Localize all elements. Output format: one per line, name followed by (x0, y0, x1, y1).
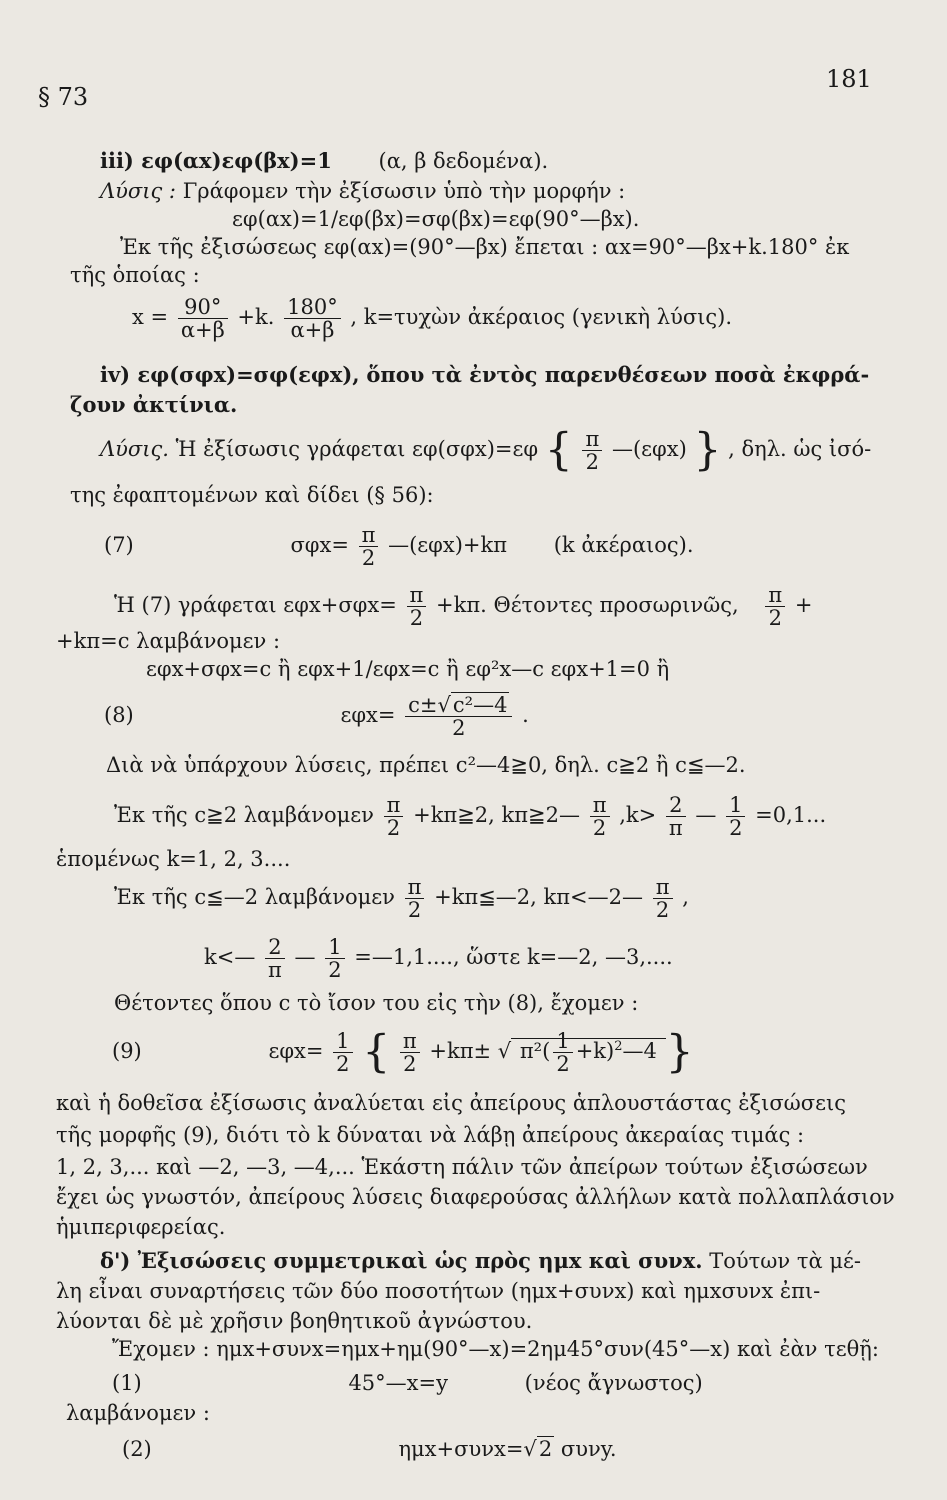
condition-line: Διὰ νὰ ὑπάρχουν λύσεις, πρέπει c²—4≧0, δηλ. c≧2 ἢ c≦—2. (106, 753, 746, 777)
case-iii-line3: τῆς ὁποίας : (70, 263, 200, 287)
delta-line-3: λύονται δὲ μὲ χρῆσιν βοηθητικοῦ ἀγνώστου. (56, 1309, 533, 1333)
case-iii-eq1: εφ(αx)=1/εφ(βx)=σφ(βx)=εφ(90°—βx). (232, 207, 640, 231)
para-line-5: ἡμιπεριφερείας. (56, 1215, 226, 1239)
solution-tail: , δηλ. ὡς ἰσό- (728, 437, 872, 461)
para-line-2: τῆς μορφῆς (9), διότι τὸ k δύναται νὰ λάβῃ ἀπείρους ἀκεραίας τιμάς : (56, 1123, 805, 1147)
fraction-1-2: $\frac{1}{2}$ (325, 936, 344, 981)
delta-eq2: (2) ημx+συνx=√2 συνy. (122, 1437, 617, 1461)
equation-9: (9) εφx= $\frac{1}{2}$ { $\frac{\pi}{2}$ +kπ± √ π²( $\frac{1}{2}$ +k)$^2$—4 } (112, 1026, 694, 1078)
delta-line-4: Ἔχομεν : ημx+συνx=ημx+ημ(90°—x)=2ημ45°συν(45°—x) καὶ ἐὰν τεθῇ: (112, 1337, 879, 1361)
case-iii-line2: Ἐκ τῆς ἐξισώσεως εφ(αx)=(90°—βx) ἔπεται : αx=90°—βx+k.180° ἐκ (120, 235, 850, 259)
k-lt-b: — (294, 945, 316, 969)
solution-text: Ἡ ἐξίσωσις γράφεται εφ(σφx)=εφ (175, 437, 539, 461)
eq9-label: (9) (112, 1039, 142, 1063)
case-iii-equation: iii) εφ(αx)εφ(βx)=1 (100, 148, 332, 173)
general-solution-note: , k=τυχὼν ἀκέραιος (γενικὴ λύσις). (350, 305, 733, 329)
from2-b: +kπ≦—2, kπ<—2— (434, 885, 644, 909)
eq8-label: (8) (104, 703, 134, 727)
k-lt-a: k<— (204, 945, 256, 969)
rewrite-b: +kπ. Θέτοντες προσωρινῶς, (436, 593, 739, 617)
from2-a: Ἐκ τῆς c≦—2 λαμβάνομεν (114, 885, 395, 909)
let-c-line: +kπ=c λαμβάνομεν : (56, 629, 281, 653)
from2-c: , (682, 885, 689, 909)
eq7-lhs: σφx= (290, 533, 349, 557)
eq8-fraction: $\frac{\text{c±√c²—4}}{2}$ (405, 694, 512, 739)
eq8-lhs: εφx= (340, 703, 396, 727)
delta-eq1-label: (1) (112, 1371, 142, 1395)
hence-line: ἑπομένως k=1, 2, 3.... (56, 847, 291, 871)
from1-c: ,k> (619, 803, 657, 827)
eq7-note: (k ἀκέραιος). (553, 533, 694, 557)
case-iv-heading (100, 362, 869, 388)
eq8-tail: . (522, 703, 529, 727)
brace-open: { (362, 1026, 391, 1078)
delta-line-5: λαμβάνομεν : (66, 1401, 210, 1425)
case-c-le-minus-2 (114, 876, 689, 921)
case-iv-solution-line (100, 424, 872, 476)
fraction-pi-2: $\frac{\pi}{2}$ (582, 428, 602, 473)
case-iii-given: (α, β δεδομένα). (378, 149, 549, 173)
case-iii-solution-line (100, 178, 625, 204)
fraction-pi-2: $\frac{\pi}{2}$ (653, 876, 673, 921)
fraction-pi-2: $\frac{\pi}{2}$ (407, 584, 427, 629)
x-eq: x = (132, 305, 169, 329)
delta-eq1-body: 45°—x=y (348, 1371, 448, 1395)
eq9-lhs: εφx= (268, 1039, 324, 1063)
equation-8 (104, 694, 529, 739)
eq7-rhs: —(εφx)+kπ (388, 533, 508, 557)
solution-text: Γράφομεν τὴν ἐξίσωσιν ὑπὸ τὴν μορφήν : (182, 179, 626, 203)
section-delta-heading (100, 1248, 861, 1274)
rewrite-plus: + (794, 593, 813, 617)
equation-7 (104, 524, 694, 569)
inner: —(εφx) (611, 437, 687, 461)
delta-eq2-b: συνy. (560, 1437, 617, 1461)
fraction-90: $\frac{90^\circ}{\alpha+\beta}$ (178, 296, 228, 341)
section-number: § 73 (38, 83, 89, 111)
case-iii-x-formula (132, 296, 732, 341)
page-number: 181 (826, 65, 872, 93)
fraction-pi-2: $\frac{\pi}{2}$ (384, 794, 404, 839)
substitute-line: Θέτοντες ὅπου c τὸ ἴσον του εἰς τὴν (8), ἔχομεν : (114, 991, 639, 1015)
brace-close: } (665, 1026, 694, 1078)
from1-e: =0,1... (755, 803, 827, 827)
fraction-pi-2: $\frac{\pi}{2}$ (765, 584, 785, 629)
para-line-4: ἔχει ὡς γνωστόν, ἀπείρους λύσεις διαφερούσας ἀλλήλων κατὰ πολλαπλάσιον (56, 1185, 895, 1209)
from1-b: +kπ≧2, kπ≧2— (413, 803, 581, 827)
delta-eq1-note: (νέος ἄγνωστος) (524, 1371, 703, 1395)
case-iii-heading (100, 148, 548, 174)
fraction-pi-2: $\frac{\pi}{2}$ (400, 1030, 420, 1075)
brace-close: } (693, 424, 722, 476)
fraction-2-pi: $\frac{2}{\pi}$ (666, 794, 686, 839)
solution-label: Λύσις : (100, 179, 177, 203)
k-less-line (204, 936, 673, 981)
case-iv-rest: ὅπου τὰ ἐντὸς παρενθέσεων ποσὰ ἐκφρά- (366, 362, 870, 387)
from1-a: Ἐκ τῆς c≧2 λαμβάνομεν (114, 803, 374, 827)
delta-title: δ') Ἐξισώσεις συμμετρικαὶ ὡς πρὸς ημx καὶ συνx. (100, 1248, 703, 1273)
delta-eq2-label: (2) (122, 1437, 152, 1461)
fraction-pi-2: $\frac{\pi}{2}$ (590, 794, 610, 839)
case-iv-equation: iv) εφ(σφx)=σφ(εφx), (100, 362, 360, 387)
delta-line-2: λη εἶναι συναρτήσεις τῶν δύο ποσοτήτων (ημx+συνx) καὶ ημxσυνx ἐπι- (56, 1279, 821, 1303)
fraction-pi-2: $\frac{\pi}{2}$ (359, 524, 379, 569)
fraction-180: $\frac{180^\circ}{\alpha+\beta}$ (284, 296, 341, 341)
eq9-radical: π²( $\frac{1}{2}$ +k)$^2$—4 (511, 1038, 665, 1063)
delta-rest: Τούτων τὰ μέ- (709, 1249, 861, 1273)
delta-eq2-a: ημx+συνx= (398, 1437, 524, 1461)
case-iv-line2: ζουν ἀκτίνια. (70, 392, 238, 417)
eq9-mid: +kπ± (429, 1039, 492, 1063)
rewrite-7 (114, 584, 812, 629)
para-line-1: καὶ ἡ δοθεῖσα ἐξίσωσις ἀναλύεται εἰς ἀπείρους ἁπλουστάστας ἐξισώσεις (56, 1091, 847, 1115)
brace-open: { (544, 424, 573, 476)
rewrite-a: Ἡ (7) γράφεται εφx+σφx= (114, 593, 397, 617)
equation-chain: εφx+σφx=c ἢ εφx+1/εφx=c ἢ εφ²x—c εφx+1=0 ἢ (146, 657, 670, 681)
case-iv-line-tan: της ἐφαπτομένων καὶ δίδει (§ 56): (70, 483, 434, 507)
plus-k: +k. (237, 305, 275, 329)
fraction-2-pi: $\frac{2}{\pi}$ (265, 936, 285, 981)
delta-eq1 (112, 1370, 703, 1396)
fraction-1-2: $\frac{1}{2}$ (333, 1030, 352, 1075)
from1-d: — (695, 803, 717, 827)
solution-label: Λύσις. (100, 437, 169, 461)
case-c-ge-2 (114, 794, 826, 839)
para-line-3: 1, 2, 3,... καὶ —2, —3, —4,... Ἑκάστη πάλιν τῶν ἀπείρων τούτων ἐξισώσεων (56, 1155, 868, 1179)
delta-eq2-sqrt: 2 (538, 1437, 553, 1461)
fraction-pi-2: $\frac{\pi}{2}$ (405, 876, 425, 921)
eq7-label: (7) (104, 533, 134, 557)
k-lt-c: =—1,1...., ὥστε k=—2, —3,.... (354, 945, 673, 969)
fraction-1-2: $\frac{1}{2}$ (726, 794, 745, 839)
